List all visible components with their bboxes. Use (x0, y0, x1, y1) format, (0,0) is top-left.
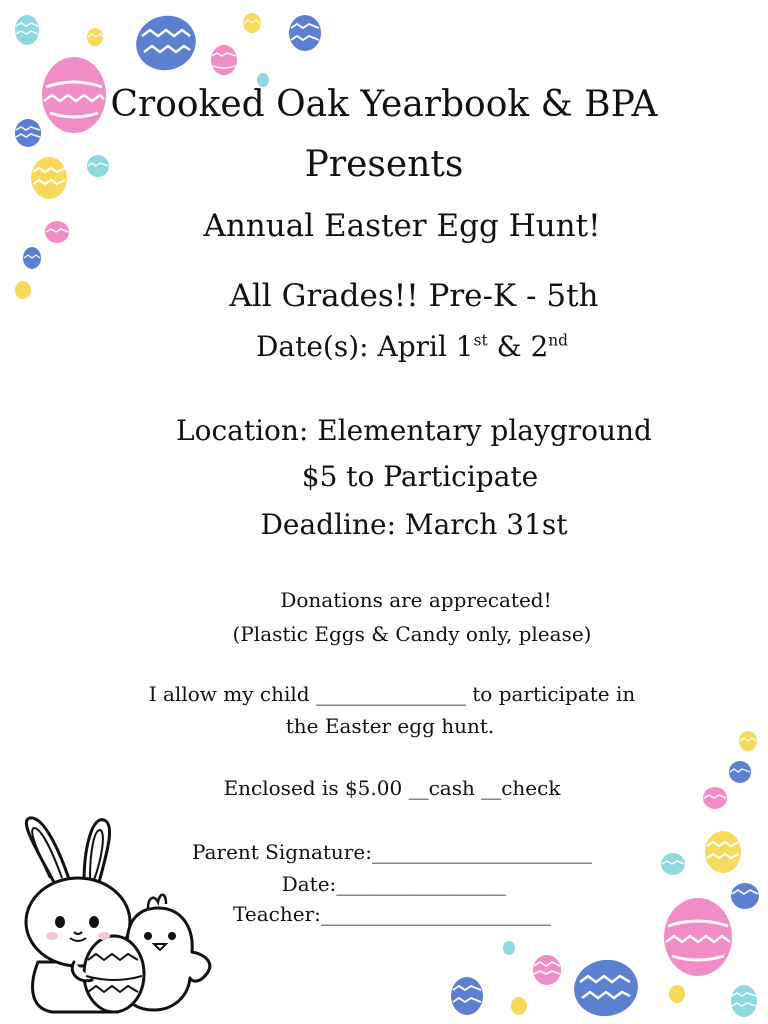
event-dates (28, 330, 768, 363)
permission-line1: I allow my child _______________ to participate in (148, 682, 636, 706)
parent-signature-line: Parent Signature:______________________ (192, 840, 592, 864)
egg-yellow-small-icon (510, 996, 528, 1016)
dates-sup-first: st (473, 331, 488, 350)
egg-teal-icon (14, 14, 40, 46)
event-location: Location: Elementary playground (176, 414, 652, 447)
payment-method-line: Enclosed is $5.00 __cash __check (223, 776, 561, 800)
event-name: Annual Easter Egg Hunt! (203, 208, 601, 244)
donations-note: (Plastic Eggs & Candy only, please) (232, 622, 592, 646)
donations-heading: Donations are apprecated! (280, 588, 552, 612)
egg-blue-icon (134, 14, 198, 72)
dates-sup-second: nd (548, 331, 569, 350)
egg-yellow-small-icon (668, 984, 686, 1004)
teacher-line: Teacher:_______________________ (233, 902, 551, 926)
egg-pink-small-icon (210, 44, 238, 76)
egg-teal-small-icon (502, 940, 516, 956)
flyer-title-line2: Presents (304, 144, 464, 185)
egg-blue-icon (288, 14, 322, 52)
grades: All Grades!! Pre-K - 5th (229, 278, 599, 314)
participation-fee: $5 to Participate (301, 460, 539, 493)
registration-deadline: Deadline: March 31st (260, 508, 568, 541)
flyer-title-line1: Crooked Oak Yearbook & BPA (110, 84, 658, 125)
egg-teal-icon (730, 984, 758, 1018)
dates-prefix: Date(s): April 1 (255, 330, 474, 363)
egg-yellow-small-icon (86, 27, 104, 47)
dates-mid: & 2 (487, 330, 549, 363)
egg-yellow-small-icon (242, 12, 262, 34)
date-line: Date:_________________ (281, 872, 507, 896)
egg-blue-small-icon (22, 246, 42, 270)
permission-line2: the Easter egg hunt. (285, 714, 495, 738)
egg-blue-large-icon (572, 958, 640, 1018)
egg-pink-icon (532, 954, 562, 986)
egg-blue-icon (450, 976, 484, 1016)
